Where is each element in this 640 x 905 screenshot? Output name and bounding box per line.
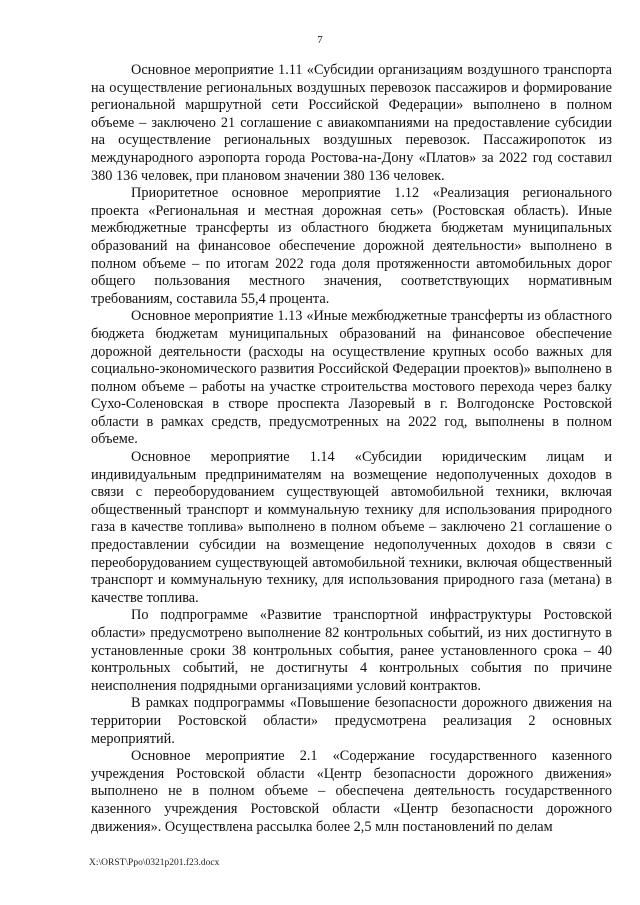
paragraph-subprogram-transport: По подпрограмме «Развитие транспортной инфраструктуры Ростовской области» предусмотрено выполнение 82 контрольных событий, из них достигнуто в установленные сроки 38 контрольных события, ранее установленного срока – 40 контрольных событий, не достигнуты 4 контрольных события по причине неисполнения подрядными организациями условий контрактов.	[91, 607, 612, 694]
paragraph-measure-1-13: Основное мероприятие 1.13 «Иные межбюджетные трансферты из областного бюджета бюджетам муниципальных образований на финансовое обеспечение дорожной деятельности (расходы на осуществление крупных особо важных для социально-экономического развития Российской Федерации проектов)» выполнено в полном объеме – работы на участке строительства мостового перехода через балку Сухо-Соленовская в створе проспекта Лазоревый в г. Волгодонске Ростовской области в рамках средств, предусмотренных на 2022 год, выполнены в полном объеме.	[91, 308, 612, 448]
paragraph-measure-1-14: Основное мероприятие 1.14 «Субсидии юридическим лицам и индивидуальным предпринимателям на возмещение недополученных доходов в связи с переоборудованием существующей автомобильной техники, включая общественный транспорт и коммунальную технику для использования природного газа в качестве топлива» выполнено в полном объеме – заключено 21 соглашение о предоставлении субсидии на возмещение недополученных доходов в связи с переоборудованием существующей автомобильной техники, включая общественный транспорт и коммунальную технику, для использования природного газа (метана) в качестве топлива.	[91, 449, 612, 606]
paragraph-measure-1-12: Приоритетное основное мероприятие 1.12 «Реализация регионального проекта «Региональная и местная дорожная сеть» (Ростовская область). Иные межбюджетные трансферты из областного бюджета бюджетам муниципальных образований на финансовое обеспечение дорожной деятельности» выполнено в полном объеме – по итогам 2022 года доля протяженности автомобильных дорог общего пользования местного значения, соответствующих нормативным требованиям, составила 55,4 процента.	[91, 185, 612, 307]
paragraph-subprogram-safety: В рамках подпрограммы «Повышение безопасности дорожного движения на территории Ростовской области» предусмотрена реализация 2 основных мероприятий.	[91, 695, 612, 747]
footer-file-path: X:\ORST\Ppo\0321p201.f23.docx	[89, 858, 220, 868]
document-body	[91, 62, 612, 836]
page-number: 7	[317, 34, 323, 46]
paragraph-measure-1-11: Основное мероприятие 1.11 «Субсидии организациям воздушного транспорта на осуществление региональных воздушных перевозок пассажиров и формирование региональной маршрутной сети Российской Федерации» выполнено в полном объеме – заключено 21 соглашение с авиакомпаниями на предоставление субсидии на осуществление региональных воздушных перевозок. Пассажиропоток из международного аэропорта города Ростова-на-Дону «Платов» за 2022 год составил 380 136 человек, при плановом значении 380 136 человек.	[91, 62, 612, 184]
paragraph-measure-2-1: Основное мероприятие 2.1 «Содержание государственного казенного учреждения Ростовской области «Центр безопасности дорожного движения» выполнено не в полном объеме – обеспечена деятельность государственного казенного учреждения Ростовской области «Центр безопасности дорожного движения». Осуществлена рассылка более 2,5 млн постановлений по делам	[91, 748, 612, 835]
